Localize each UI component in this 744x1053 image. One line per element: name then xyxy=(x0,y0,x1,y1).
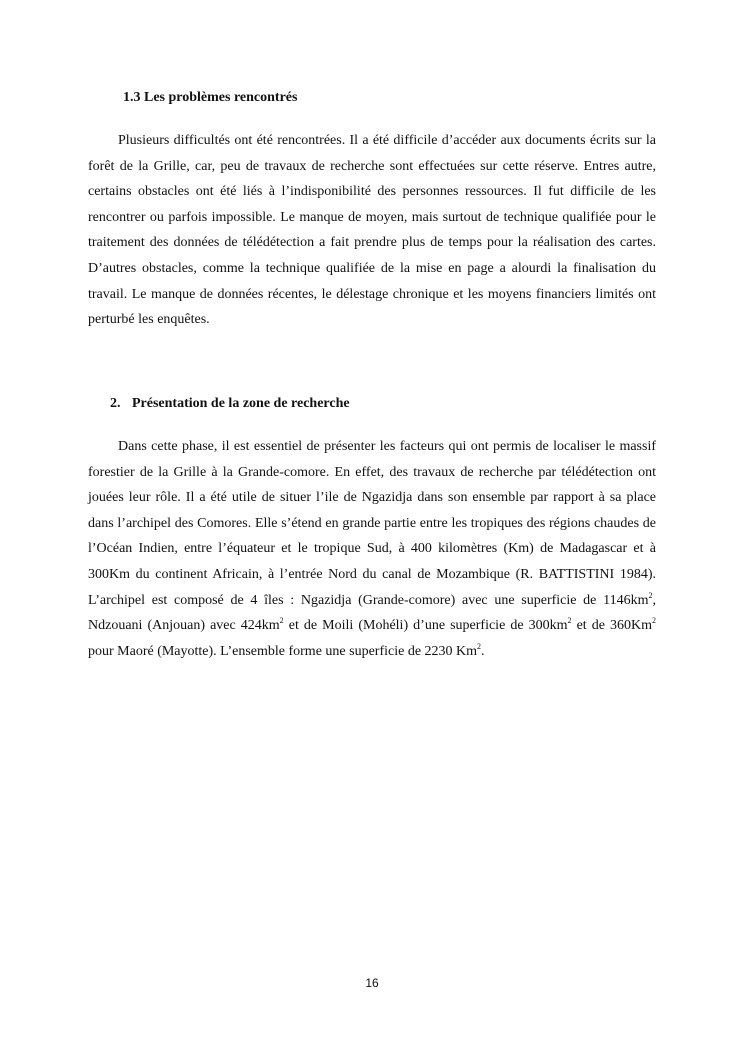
section-number: 2. xyxy=(110,396,121,411)
text-segment: et de Moili (Mohéli) d’une superficie de 300km xyxy=(283,618,568,634)
text-segment: et de 360Km xyxy=(571,618,653,634)
text-segment: , Ndzouani (Anjouan) avec 424km xyxy=(88,592,656,634)
section-heading-2 xyxy=(110,395,350,413)
section-title: Présentation de la zone de recherche xyxy=(132,396,350,411)
superscript: 2 xyxy=(567,616,572,626)
superscript: 2 xyxy=(477,641,482,651)
section-heading-1-3: 1.3 Les problèmes rencontrés xyxy=(123,90,298,105)
text-segment: pour Maoré (Mayotte). L’ensemble forme une superficie de 2230 Km xyxy=(88,643,478,659)
superscript: 2 xyxy=(652,616,657,626)
paragraph-presentation-zone xyxy=(88,434,656,664)
text-segment: Dans cette phase, il est essentiel de présenter les facteurs qui ont permis de localiser le massif forestier de la Grille à la Grande-comore. En effet, des travaux de recherche par télédétection ont jouées leur rôle. Il a été utile de situer l’ile de Ngazidja dans son ensemble par rapport à sa place dans l’archipel des Comores. Elle s’étend en grande partie entre les tropiques des régions chaudes de l’Océan Indien, entre l’équateur et le tropique Sud, à 400 kilomètres (Km) de Madagascar et à 300Km du continent Africain, à l’entrée Nord du canal de Mozambique (R. BATTISTINI 1984). L’archipel est composé de 4 îles : Ngazidja (Grande-comore) avec une superficie de 1146km xyxy=(88,439,656,608)
paragraph-problemes-rencontres: Plusieurs difficultés ont été rencontrées. Il a été difficile d’accéder aux documents écrits sur la forêt de la Grille, car, peu de travaux de recherche sont effectuées sur cette réserve. Entres autre, certains obstacles ont été liés à l’indisponibilité des personnes ressources. Il fut difficile de les rencontrer ou parfois impossible. Le manque de moyen, mais surtout de technique qualifiée pour le traitement des données de télédétection a fait prendre plus de temps pour la réalisation des cartes. D’autres obstacles, comme la technique qualifiée de la mise en page a alourdi la finalisation du travail. Le manque de données récentes, le délestage chronique et les moyens financiers limités ont perturbé les enquêtes. xyxy=(88,133,656,328)
page-number: 16 xyxy=(365,976,379,990)
superscript: 2 xyxy=(279,616,284,626)
text-segment: . xyxy=(481,643,485,659)
superscript: 2 xyxy=(648,590,653,600)
